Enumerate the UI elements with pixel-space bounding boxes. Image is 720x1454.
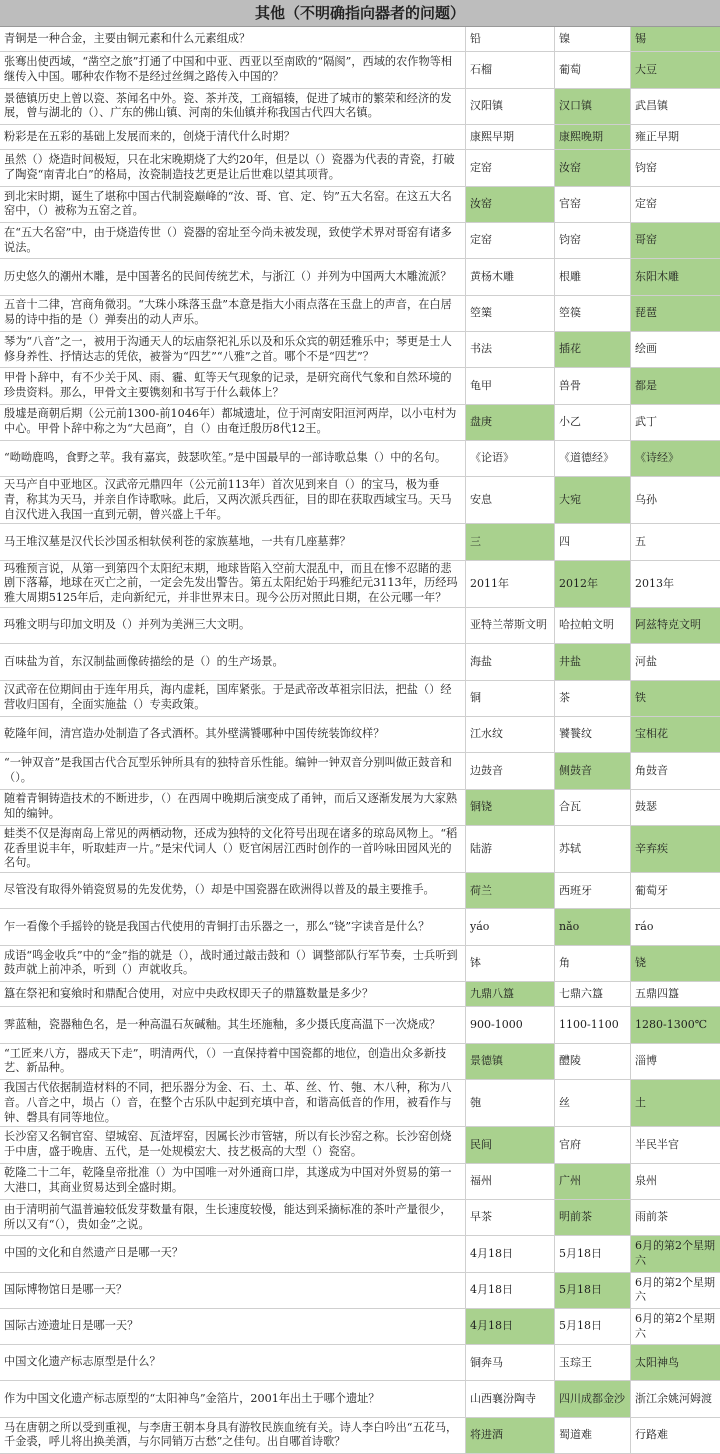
option-cell: 葡萄牙 xyxy=(635,883,668,897)
option-cell: 龟甲 xyxy=(466,368,555,403)
option-cell: 早茶 xyxy=(466,1200,555,1235)
table-row xyxy=(0,1200,720,1236)
question-cell: 长沙窑又名铜官窑、望城窑、瓦渣坪窑，因属长沙市管辖，所以有长沙窑之称。长沙窑创烧于中唐，盛于晚唐、五代，是一处规模宏大、技艺极高的大型（）瓷窑。 xyxy=(0,1127,466,1162)
answer-cell: 东阳木雕 xyxy=(631,259,720,294)
option-cell: 西班牙 xyxy=(555,873,631,908)
option-cell: 钧窑 xyxy=(555,223,631,258)
question-cell: “工匠来八方，器成天下走”，明清两代，（）一直保持着中国瓷都的地位，创造出众多新技艺、新品种。 xyxy=(0,1044,466,1079)
question-cell: 汉武帝在位期间由于连年用兵，海内虚耗，国库紧张。于是武帝改革祖宗旧法，把盐（）经营收归国有，全面实施盐（）专卖政策。 xyxy=(0,681,466,716)
table-row xyxy=(0,1345,720,1381)
question-cell: 乍一看像个手摇铃的铙是我国古代使用的青铜打击乐器之一，那么“铙”字读音是什么？ xyxy=(0,909,466,944)
question-cell: 粉彩是在五彩的基础上发展而来的，创烧于清代什么时期？ xyxy=(0,125,466,149)
answer-cell: 《诗经》 xyxy=(631,441,720,476)
option-cell: 行路难 xyxy=(635,1428,668,1442)
option-cell: 匏 xyxy=(466,1080,555,1126)
option-cell: 乌孙 xyxy=(635,493,657,506)
option-cell: 江水纹 xyxy=(466,717,555,752)
question-cell: 霁蓝釉，瓷器釉色名，是一种高温石灰碱釉。其生坯施釉，多少摄氏度高温下一次烧成？ xyxy=(0,1007,466,1042)
option-cell: 《论语》 xyxy=(466,441,555,476)
answer-cell: 太阳神鸟 xyxy=(631,1345,720,1380)
option-cell: 汉阳镇 xyxy=(466,89,555,124)
option-cell: 福州 xyxy=(466,1164,555,1199)
option-cell: 苏轼 xyxy=(555,826,631,872)
option-cell: 淄博 xyxy=(635,1054,657,1068)
option-cell: 醴陵 xyxy=(555,1044,631,1079)
option-cell: 边鼓音 xyxy=(466,753,555,788)
option-cell: 钧窑 xyxy=(635,160,657,174)
table-row xyxy=(0,1309,720,1345)
option-cell: 蜀道难 xyxy=(555,1418,631,1453)
question-cell: 玛雅预言说，从第一到第四个太阳纪末期，地球皆陷入空前大混乱中，而且在惨不忍睹的悲剧下落幕，地球在灭亡之前，一定会先发出警告。第五太阳纪始于玛雅纪元3113年，历经玛雅大周期5125年后，走向新纪元，并非世界末日。现今公历对照此日期，在公元哪一年？ xyxy=(0,561,466,607)
answer-cell: 锡 xyxy=(631,27,720,51)
table-row xyxy=(0,27,720,52)
question-cell: 乾隆二十二年，乾隆皇帝批准（）为中国唯一对外通商口岸，其遂成为中国对外贸易的第一大港口，其商业贸易达到全盛时期。 xyxy=(0,1164,466,1199)
option-cell: 河盐 xyxy=(635,654,657,668)
answer-cell: 汝窑 xyxy=(555,150,631,185)
option-cell: 4月18日 xyxy=(466,1236,555,1271)
option-cell: 6月的第2个星期六 xyxy=(635,1311,715,1340)
table-row xyxy=(0,223,720,259)
question-cell: 国际博物馆日是哪一天？ xyxy=(0,1273,466,1308)
question-cell: 在“五大名窑”中，由于烧造传世（）瓷器的窑址至今尚未被发现，致使学术界对哥窑有诸多说法。 xyxy=(0,223,466,258)
option-cell: 箜篌 xyxy=(555,296,631,331)
option-cell: 2011年 xyxy=(466,561,555,607)
table-row xyxy=(0,1418,720,1454)
question-cell: 殷墟是商朝后期（公元前1300-前1046年）都城遗址，位于河南安阳洹河两岸，以小屯村为中心。甲骨卜辞中称之为“大邑商”，自（）由奄迁殷历8代12王。 xyxy=(0,405,466,440)
question-cell: 国际古迹遗址日是哪一天？ xyxy=(0,1309,466,1344)
option-cell: yáo xyxy=(466,909,555,944)
option-cell: 2013年 xyxy=(635,576,674,590)
question-cell: 历史悠久的潮州木雕，是中国著名的民间传统艺术，与浙江（）并列为中国两大木雕流派？ xyxy=(0,259,466,294)
table-row xyxy=(0,717,720,753)
question-cell: 我国古代依据制造材料的不同，把乐器分为金、石、土、革、丝、竹、匏、木八种，称为八音。八音之中，埙占（）音，在整个古乐队中起到充填中音，和谐高低音的作用，被看作与钟、磬具有同等地位。 xyxy=(0,1080,466,1126)
question-cell: 张骞出使西域，“凿空之旅”打通了中国和中亚、西亚以至南欧的“隔阂”，西域的农作物等相继传入中国。哪种农作物不是经过丝绸之路传入中国的？ xyxy=(0,52,466,87)
table-row xyxy=(0,187,720,223)
question-table xyxy=(0,27,720,1454)
table-row xyxy=(0,524,720,560)
table-row xyxy=(0,873,720,909)
option-cell: 玉琮王 xyxy=(555,1345,631,1380)
sheet-title: 其他（不明确指向器者的问题） xyxy=(0,0,720,27)
question-cell: 景德镇历史上曾以瓷、茶闻名中外。瓷、茶并茂，工商辐辏，促进了城市的繁荣和经济的发展，曾与湖北的（）、广东的佛山镇、河南的朱仙镇并称我国古代四大名镇。 xyxy=(0,89,466,124)
option-cell: 泉州 xyxy=(635,1173,657,1187)
option-cell: 浙江余姚河姆渡 xyxy=(635,1391,712,1405)
table-row xyxy=(0,1127,720,1163)
table-row xyxy=(0,753,720,789)
option-cell: 山西襄汾陶寺 xyxy=(466,1381,555,1416)
option-cell: 定窑 xyxy=(466,223,555,258)
table-row xyxy=(0,89,720,125)
option-cell: 七鼎六簋 xyxy=(555,982,631,1006)
question-cell: 马在唐朝之所以受到重视，与李唐王朝本身具有游牧民族血统有关。诗人李白吟出“五花马，千金裘，呼儿将出换美酒，与尔同销万古愁”之佳句。出自哪首诗歌？ xyxy=(0,1418,466,1453)
answer-cell: 琵琶 xyxy=(631,296,720,331)
answer-cell: 九鼎八簋 xyxy=(466,982,555,1006)
table-row xyxy=(0,1044,720,1080)
answer-cell: 汉口镇 xyxy=(555,89,631,124)
table-row xyxy=(0,150,720,186)
table-row xyxy=(0,368,720,404)
table-row xyxy=(0,826,720,873)
option-cell: ráo xyxy=(635,919,654,933)
option-cell: 康熙早期 xyxy=(466,125,555,149)
answer-cell: nǎo xyxy=(555,909,631,944)
question-cell: “呦呦鹿鸣，食野之苹。我有嘉宾，鼓瑟吹笙。”是中国最早的一部诗歌总集（）中的名句。 xyxy=(0,441,466,476)
table-row xyxy=(0,296,720,332)
option-cell: 葡萄 xyxy=(555,52,631,87)
question-cell: 簋在祭祀和宴飨时和鼎配合使用，对应中央政权即天子的鼎簋数量是多少？ xyxy=(0,982,466,1006)
option-cell: 书法 xyxy=(466,332,555,367)
answer-cell: 土 xyxy=(631,1080,720,1126)
question-cell: “一钟双音”是我国古代合瓦型乐钟所具有的独特音乐性能。编钟一钟双音分别叫做正鼓音和（）。 xyxy=(0,753,466,788)
table-row xyxy=(0,441,720,477)
option-cell: 兽骨 xyxy=(555,368,631,403)
option-cell: 小乙 xyxy=(555,405,631,440)
option-cell: 黄杨木雕 xyxy=(466,259,555,294)
answer-cell: 插花 xyxy=(555,332,631,367)
option-cell: 5月18日 xyxy=(555,1309,631,1344)
answer-cell: 侧鼓音 xyxy=(555,753,631,788)
option-cell: 4月18日 xyxy=(466,1273,555,1308)
answer-cell: 哥窑 xyxy=(631,223,720,258)
answer-cell: 铁 xyxy=(631,681,720,716)
table-row xyxy=(0,332,720,368)
question-cell: 作为中国文化遗产标志原型的“太阳神鸟”金箔片，2001年出土于哪个遗址？ xyxy=(0,1381,466,1416)
answer-cell: 4月18日 xyxy=(466,1309,555,1344)
question-cell: 五音十二律，宫商角微羽。“大珠小珠落玉盘”本意是指大小雨点落在玉盘上的声音，在白居易的诗中指的是（）弹奏出的动人声乐。 xyxy=(0,296,466,331)
answer-cell: 荷兰 xyxy=(466,873,555,908)
question-cell: 成语“鸣金收兵”中的“金”指的就是（），战时通过敲击鼓和（）调整部队行军节奏，士兵听到鼓声就上前冲杀，听到（）声就收兵。 xyxy=(0,946,466,981)
option-cell: 武丁 xyxy=(635,414,657,428)
table-row xyxy=(0,982,720,1007)
question-cell: 尽管没有取得外销瓷贸易的先发优势，（）却是中国瓷器在欧洲得以普及的最主要推手。 xyxy=(0,873,466,908)
option-cell: 五 xyxy=(635,534,646,548)
option-cell: 丝 xyxy=(555,1080,631,1126)
option-cell: 武昌镇 xyxy=(635,99,668,113)
answer-cell: 民间 xyxy=(466,1127,555,1162)
answer-cell: 广州 xyxy=(555,1164,631,1199)
table-row xyxy=(0,608,720,644)
option-cell: 角鼓音 xyxy=(635,763,668,777)
option-cell: 《道德经》 xyxy=(555,441,631,476)
answer-cell: 康熙晚期 xyxy=(555,125,631,149)
question-cell: 乾隆年间，清宫造办处制造了各式酒杯。其外壁满饕哪种中国传统装饰纹样？ xyxy=(0,717,466,752)
option-cell: 雍正早期 xyxy=(635,129,679,143)
option-cell: 镍 xyxy=(555,27,631,51)
table-row xyxy=(0,1164,720,1200)
table-row xyxy=(0,405,720,441)
answer-cell: 四川成都金沙 xyxy=(555,1381,631,1416)
option-cell: 饕餮纹 xyxy=(555,717,631,752)
answer-cell: 盘庚 xyxy=(466,405,555,440)
table-row xyxy=(0,681,720,717)
option-cell: 海盐 xyxy=(466,644,555,679)
option-cell: 900-1000 xyxy=(466,1007,555,1042)
question-cell: 琴为“八音”之一，被用于沟通天人的坛庙祭祀礼乐以及和乐众宾的朝廷雅乐中；琴更是士人修身养性、抒情达志的凭依，被誉为“四艺”“八雅”之首。哪个不是“四艺”？ xyxy=(0,332,466,367)
table-row xyxy=(0,909,720,945)
option-cell: 钵 xyxy=(466,946,555,981)
option-cell: 茶 xyxy=(555,681,631,716)
question-cell: 玛雅文明与印加文明及（）并列为美洲三大文明。 xyxy=(0,608,466,643)
option-cell: 箜篥 xyxy=(466,296,555,331)
question-cell: 虽然（）烧造时间极短，只在北宋晚期烧了大约20年，但是以（）瓷器为代表的青瓷，打破了陶瓷“南青北白”的格局，汝瓷制造技艺更是让后世难以望其项背。 xyxy=(0,150,466,185)
table-row xyxy=(0,259,720,295)
option-cell: 石榴 xyxy=(466,52,555,87)
answer-cell: 都是 xyxy=(631,368,720,403)
table-row xyxy=(0,644,720,680)
option-cell: 安息 xyxy=(466,477,555,523)
option-cell: 五鼎四簋 xyxy=(635,986,679,1000)
option-cell: 陆游 xyxy=(466,826,555,872)
answer-cell: 将进酒 xyxy=(466,1418,555,1453)
question-cell: 到北宋时期，诞生了堪称中国古代制瓷巅峰的“汝、哥、官、定、钧”五大名窑。在这五大名窑中，（）被称为五窑之首。 xyxy=(0,187,466,222)
option-cell: 角 xyxy=(555,946,631,981)
option-cell: 铅 xyxy=(466,27,555,51)
option-cell: 5月18日 xyxy=(555,1236,631,1271)
answer-cell: 铜铙 xyxy=(466,790,555,825)
table-row xyxy=(0,52,720,88)
question-cell: 中国文化遗产标志原型是什么？ xyxy=(0,1345,466,1380)
question-cell: 中国的文化和自然遗产日是哪一天？ xyxy=(0,1236,466,1271)
question-cell: 随着青铜铸造技术的不断进步，（）在西周中晚期后演变成了甬钟，而后又逐渐发展为大家熟知的编钟。 xyxy=(0,790,466,825)
answer-cell: 大宛 xyxy=(555,477,631,523)
table-row xyxy=(0,1273,720,1309)
question-cell: 马王堆汉墓是汉代长沙国丞相轪侯利苍的家族墓地，一共有几座墓葬？ xyxy=(0,524,466,559)
option-cell: 定窑 xyxy=(635,197,657,211)
table-row xyxy=(0,1236,720,1272)
answer-cell: 井盐 xyxy=(555,644,631,679)
answer-cell: 明前茶 xyxy=(555,1200,631,1235)
option-cell: 合瓦 xyxy=(555,790,631,825)
answer-cell: 辛弃疾 xyxy=(631,826,720,872)
option-cell: 雨前茶 xyxy=(635,1210,668,1224)
question-cell: 青铜是一种合金，主要由铜元素和什么元素组成？ xyxy=(0,27,466,51)
option-cell: 根雕 xyxy=(555,259,631,294)
table-row xyxy=(0,561,720,608)
option-cell: 铜 xyxy=(466,681,555,716)
table-row xyxy=(0,1007,720,1043)
table-row xyxy=(0,946,720,982)
answer-cell: 宝相花 xyxy=(631,717,720,752)
answer-cell: 6月的第2个星期六 xyxy=(631,1236,720,1271)
table-row xyxy=(0,125,720,150)
question-cell: 甲骨卜辞中，有不少关于风、雨、霾、虹等天气现象的记录，是研究商代气象和自然环境的珍贵资料。那么，甲骨文主要镌刻和书写于什么载体上？ xyxy=(0,368,466,403)
table-row xyxy=(0,790,720,826)
option-cell: 亚特兰蒂斯文明 xyxy=(466,608,555,643)
option-cell: 四 xyxy=(555,524,631,559)
question-cell: 百味盐为首，东汉制盐画像砖描绘的是（）的生产场景。 xyxy=(0,644,466,679)
answer-cell: 三 xyxy=(466,524,555,559)
answer-cell: 1280-1300℃ xyxy=(631,1007,720,1042)
table-row xyxy=(0,477,720,524)
answer-cell: 铙 xyxy=(631,946,720,981)
option-cell: 1100-1100 xyxy=(555,1007,631,1042)
answer-cell: 2012年 xyxy=(555,561,631,607)
table-row xyxy=(0,1080,720,1127)
option-cell: 鼓瑟 xyxy=(635,799,657,813)
question-cell: 由于清明前气温普遍较低发芽数量有限，生长速度较慢，能达到采摘标准的茶叶产量很少，所以又有“（），贵如金”之说。 xyxy=(0,1200,466,1235)
option-cell: 6月的第2个星期六 xyxy=(635,1275,715,1304)
table-row xyxy=(0,1381,720,1417)
option-cell: 定窑 xyxy=(466,150,555,185)
option-cell: 半民半官 xyxy=(635,1137,679,1151)
answer-cell: 汝窑 xyxy=(466,187,555,222)
option-cell: 官府 xyxy=(555,1127,631,1162)
option-cell: 绘画 xyxy=(635,342,657,356)
option-cell: 铜奔马 xyxy=(466,1345,555,1380)
answer-cell: 大豆 xyxy=(631,52,720,87)
question-cell: 蛙类不仅是海南岛上常见的两栖动物，还成为独特的文化符号出现在诸多的琼岛风物上。“稻花香里说丰年，听取蛙声一片。”是宋代词人（）贬官闲居江西时创作的一首吟咏田园风光的名句。 xyxy=(0,826,466,872)
answer-cell: 5月18日 xyxy=(555,1273,631,1308)
option-cell: 官窑 xyxy=(555,187,631,222)
question-cell: 天马产自中亚地区。汉武帝元鼎四年（公元前113年）首次见到来自（）的宝马，极为垂青，称其为天马，并亲自作诗歌咏。此后，又两次派兵西征，目的即在获取西域宝马。天马自汉代进入我国一直到元朝，曾兴盛上千年。 xyxy=(0,477,466,523)
option-cell: 哈拉帕文明 xyxy=(555,608,631,643)
answer-cell: 阿兹特克文明 xyxy=(631,608,720,643)
answer-cell: 景德镇 xyxy=(466,1044,555,1079)
